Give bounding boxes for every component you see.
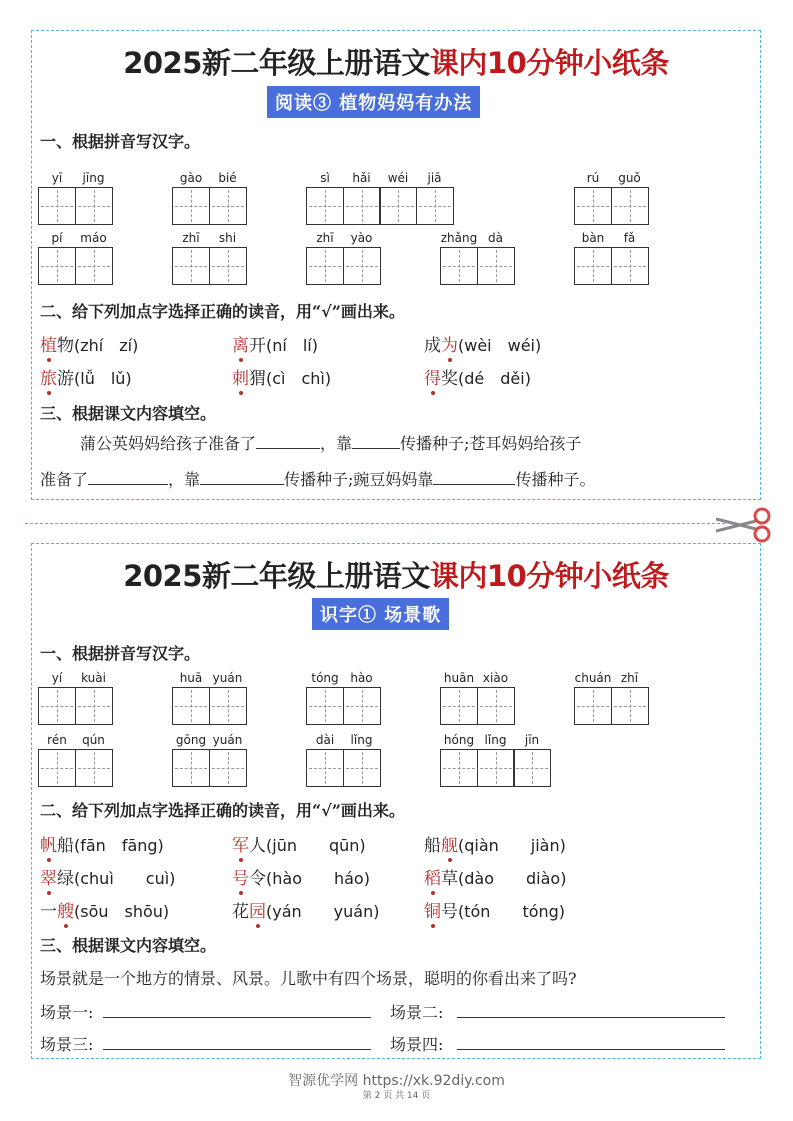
tianzige-boxes xyxy=(440,749,550,787)
pinyin-label: huā xyxy=(179,671,203,685)
pronunciation-options[interactable]: (jūn qūn) xyxy=(266,836,366,855)
writing-box[interactable] xyxy=(306,187,344,225)
writing-box[interactable] xyxy=(440,247,478,285)
pinyin-label: yuán xyxy=(212,733,243,747)
writing-box[interactable] xyxy=(209,247,247,285)
reading-item xyxy=(40,831,164,856)
pinyin-label: sì xyxy=(320,171,330,185)
worksheet-card-2 xyxy=(31,543,761,1059)
pronunciation-options[interactable]: (chuì cuì) xyxy=(74,869,176,888)
writing-box[interactable] xyxy=(513,749,551,787)
reading-item xyxy=(424,331,541,356)
pronunciation-options[interactable]: (fān fāng) xyxy=(74,836,164,855)
reading-item xyxy=(424,864,566,889)
tianzige-boxes xyxy=(306,749,379,787)
answer-blank[interactable] xyxy=(457,1035,725,1050)
writing-box[interactable] xyxy=(75,187,113,225)
card-title xyxy=(32,41,760,82)
answer-blank[interactable] xyxy=(352,434,400,449)
pinyin-label: zhī xyxy=(620,671,639,685)
answer-blank[interactable] xyxy=(200,470,284,485)
writing-box[interactable] xyxy=(172,187,210,225)
pinyin-label: guǒ xyxy=(618,171,641,185)
writing-box[interactable] xyxy=(172,247,210,285)
pinyin-label: yào xyxy=(350,231,373,245)
pinyin-label: rén xyxy=(47,733,67,747)
writing-box[interactable] xyxy=(38,187,76,225)
scene-1-line: 场景一: xyxy=(40,1000,371,1023)
pronunciation-options[interactable]: (qiàn jiàn) xyxy=(458,836,566,855)
hanzi-char: 船 xyxy=(424,836,441,856)
pronunciation-options[interactable]: (tón tóng) xyxy=(458,902,566,921)
writing-box[interactable] xyxy=(416,187,454,225)
tianzige-boxes xyxy=(306,187,452,225)
pinyin-label: máo xyxy=(80,231,107,245)
tianzige-boxes xyxy=(574,187,647,225)
hanzi-char: 号 xyxy=(232,869,249,889)
pinyin-label: jīng xyxy=(82,171,105,185)
cut-line xyxy=(25,523,725,524)
pronunciation-options[interactable]: (yán yuán) xyxy=(266,902,380,921)
writing-box[interactable] xyxy=(574,187,612,225)
section-3-heading: 三、根据课文内容填空。 xyxy=(40,404,217,423)
writing-box[interactable] xyxy=(574,687,612,725)
lesson-subtitle: 阅读③ 植物妈妈有办法 xyxy=(267,86,480,118)
answer-blank[interactable] xyxy=(433,470,515,485)
fill-question: 场景就是一个地方的情景、风景。儿歌中有四个场景，聪明的你看出来了吗? xyxy=(40,969,577,988)
pronunciation-options[interactable]: (hào háo) xyxy=(266,869,370,888)
reading-item xyxy=(40,897,169,922)
reading-item xyxy=(424,364,531,389)
writing-box[interactable] xyxy=(38,247,76,285)
tianzige-boxes xyxy=(38,687,111,725)
pinyin-label: yí xyxy=(51,671,63,685)
hanzi-char: 开 xyxy=(249,336,266,356)
tianzige-boxes xyxy=(172,187,245,225)
pinyin-label: rú xyxy=(586,171,600,185)
pinyin-label: lǐng xyxy=(350,733,373,747)
pinyin-label: dài xyxy=(315,733,335,747)
pronunciation-options[interactable]: (zhí zí) xyxy=(74,336,139,355)
section-2-heading: 二、给下列加点字选择正确的读音，用“√”画出来。 xyxy=(40,302,405,321)
pinyin-label: gào xyxy=(179,171,203,185)
pinyin-label: fǎ xyxy=(623,231,636,245)
pinyin-label: shi xyxy=(218,231,237,245)
hanzi-char: 令 xyxy=(249,869,266,889)
hanzi-char: 植 xyxy=(40,336,57,356)
hanzi-char: 人 xyxy=(249,836,266,856)
pronunciation-options[interactable]: (dào diào) xyxy=(458,869,567,888)
pinyin-label: gōng xyxy=(175,733,207,747)
hanzi-char: 为 xyxy=(441,336,458,356)
writing-box[interactable] xyxy=(611,247,649,285)
tianzige-boxes xyxy=(574,687,647,725)
writing-box[interactable] xyxy=(343,247,381,285)
tianzige-boxes xyxy=(38,749,111,787)
writing-box[interactable] xyxy=(611,187,649,225)
writing-box[interactable] xyxy=(306,687,344,725)
pronunciation-options[interactable]: (wèi wéi) xyxy=(458,336,542,355)
title-main: 2025新二年级上册语文 xyxy=(123,46,430,80)
pinyin-label: qún xyxy=(82,733,105,747)
hanzi-char: 游 xyxy=(57,369,74,389)
reading-item xyxy=(424,831,566,856)
hanzi-char: 花 xyxy=(232,902,249,922)
hanzi-char: 绿 xyxy=(57,869,74,889)
writing-box[interactable] xyxy=(75,247,113,285)
pinyin-label: kuài xyxy=(81,671,106,685)
pinyin-label: zhī xyxy=(316,231,334,245)
pinyin-label: pí xyxy=(51,231,63,245)
title-highlight: 课内10分钟小纸条 xyxy=(429,46,669,80)
tianzige-boxes xyxy=(440,247,513,285)
writing-box[interactable] xyxy=(343,749,381,787)
pinyin-label: hóng xyxy=(443,733,475,747)
writing-box[interactable] xyxy=(477,247,515,285)
writing-box[interactable] xyxy=(379,187,417,225)
pinyin-label: tóng xyxy=(311,671,339,685)
hanzi-char: 一 xyxy=(40,902,57,922)
hanzi-char: 物 xyxy=(57,336,74,356)
hanzi-char: 猬 xyxy=(249,369,266,389)
tianzige-boxes xyxy=(172,749,245,787)
pinyin-label: hào xyxy=(350,671,373,685)
pinyin-label: chuán xyxy=(574,671,612,685)
reading-item xyxy=(232,897,379,922)
hanzi-char: 草 xyxy=(441,869,458,889)
pinyin-label: yī xyxy=(51,171,63,185)
hanzi-char: 离 xyxy=(232,336,249,356)
pinyin-label: zhǎng xyxy=(440,231,478,245)
writing-box[interactable] xyxy=(306,749,344,787)
page-indicator: 第 2 页 共 14 页 xyxy=(362,1091,431,1101)
footer-watermark: 智源优学网 https://xk.92diy.com xyxy=(288,1073,505,1089)
reading-item xyxy=(232,831,366,856)
hanzi-char: 舰 xyxy=(441,836,458,856)
pronunciation-options[interactable]: (ní lí) xyxy=(266,336,318,355)
reading-item xyxy=(40,331,138,356)
hanzi-char: 翠 xyxy=(40,869,57,889)
hanzi-char: 奖 xyxy=(441,369,458,389)
pinyin-label: lǐng xyxy=(484,733,507,747)
writing-box[interactable] xyxy=(75,749,113,787)
answer-blank[interactable] xyxy=(103,1035,371,1050)
pinyin-label: jīn xyxy=(524,733,540,747)
tianzige-boxes xyxy=(574,247,647,285)
section-1-heading: 一、根据拼音写汉字。 xyxy=(40,644,201,663)
answer-blank[interactable] xyxy=(457,1003,725,1018)
hanzi-char: 军 xyxy=(232,836,249,856)
hanzi-char: 旅 xyxy=(40,369,57,389)
hanzi-char: 帆 xyxy=(40,836,57,856)
writing-box[interactable] xyxy=(38,687,76,725)
pinyin-label: xiào xyxy=(482,671,509,685)
hanzi-char: 铜 xyxy=(424,902,441,922)
hanzi-char: 号 xyxy=(441,902,458,922)
tianzige-boxes xyxy=(306,687,379,725)
writing-box[interactable] xyxy=(172,687,210,725)
pinyin-label: yuán xyxy=(212,671,243,685)
writing-box[interactable] xyxy=(440,749,478,787)
reading-item xyxy=(40,364,132,389)
tianzige-boxes xyxy=(38,247,111,285)
pinyin-label: zhī xyxy=(182,231,200,245)
tianzige-boxes xyxy=(440,687,513,725)
writing-box[interactable] xyxy=(477,749,515,787)
section-3-heading: 三、根据课文内容填空。 xyxy=(40,936,217,955)
hanzi-char: 园 xyxy=(249,902,266,922)
hanzi-char: 刺 xyxy=(232,369,249,389)
pronunciation-options[interactable]: (cì chì) xyxy=(266,369,332,388)
writing-box[interactable] xyxy=(75,687,113,725)
pronunciation-options[interactable]: (lǚ lǔ) xyxy=(74,369,132,388)
writing-box[interactable] xyxy=(477,687,515,725)
title-main: 2025新二年级上册语文 xyxy=(123,559,430,593)
scene-3-line: 场景三: xyxy=(40,1032,371,1055)
writing-box[interactable] xyxy=(209,187,247,225)
card-title xyxy=(32,554,760,595)
hanzi-char: 成 xyxy=(424,336,441,356)
hanzi-char: 艘 xyxy=(57,902,74,922)
title-highlight: 课内10分钟小纸条 xyxy=(429,559,669,593)
answer-blank[interactable] xyxy=(88,470,168,485)
worksheet-card-1 xyxy=(31,30,761,500)
pinyin-label: huān xyxy=(443,671,475,685)
writing-box[interactable] xyxy=(574,247,612,285)
writing-box[interactable] xyxy=(38,749,76,787)
hanzi-char: 稻 xyxy=(424,869,441,889)
answer-blank[interactable] xyxy=(256,434,320,449)
pinyin-label: wéi xyxy=(387,171,409,185)
answer-blank[interactable] xyxy=(103,1003,371,1018)
pinyin-label: hǎi xyxy=(352,171,371,185)
fill-line-2: 准备了 ，靠 传播种子;豌豆妈妈靠 传播种子。 xyxy=(40,470,596,489)
pinyin-label: bié xyxy=(218,171,237,185)
writing-box[interactable] xyxy=(209,749,247,787)
tianzige-boxes xyxy=(306,247,379,285)
hanzi-char: 船 xyxy=(57,836,74,856)
pronunciation-options[interactable]: (dé děi) xyxy=(458,369,531,388)
section-2-heading: 二、给下列加点字选择正确的读音，用“√”画出来。 xyxy=(40,801,405,820)
reading-item xyxy=(232,364,331,389)
writing-box[interactable] xyxy=(306,247,344,285)
reading-item xyxy=(232,864,370,889)
scene-4-line: 场景四: xyxy=(390,1032,725,1055)
lesson-subtitle: 识字① 场景歌 xyxy=(312,598,449,630)
writing-box[interactable] xyxy=(343,687,381,725)
reading-item xyxy=(424,897,565,922)
scene-2-line: 场景二: xyxy=(390,1000,725,1023)
pinyin-label: dà xyxy=(488,231,503,245)
tianzige-boxes xyxy=(172,687,245,725)
section-1-heading: 一、根据拼音写汉字。 xyxy=(40,132,201,151)
pinyin-label: bàn xyxy=(581,231,605,245)
tianzige-boxes xyxy=(172,247,245,285)
fill-line-1: 蒲公英妈妈给孩子准备了 ，靠 传播种子;苍耳妈妈给孩子 xyxy=(80,434,582,453)
writing-box[interactable] xyxy=(343,187,381,225)
hanzi-char: 得 xyxy=(424,369,441,389)
pronunciation-options[interactable]: (sōu shōu) xyxy=(74,902,170,921)
writing-box[interactable] xyxy=(209,687,247,725)
page-footer xyxy=(0,1070,793,1101)
reading-item xyxy=(40,864,175,889)
writing-box[interactable] xyxy=(440,687,478,725)
reading-item xyxy=(232,331,318,356)
scissors-icon xyxy=(716,505,776,545)
writing-box[interactable] xyxy=(172,749,210,787)
pinyin-label: jiā xyxy=(427,171,442,185)
tianzige-boxes xyxy=(38,187,111,225)
writing-box[interactable] xyxy=(611,687,649,725)
